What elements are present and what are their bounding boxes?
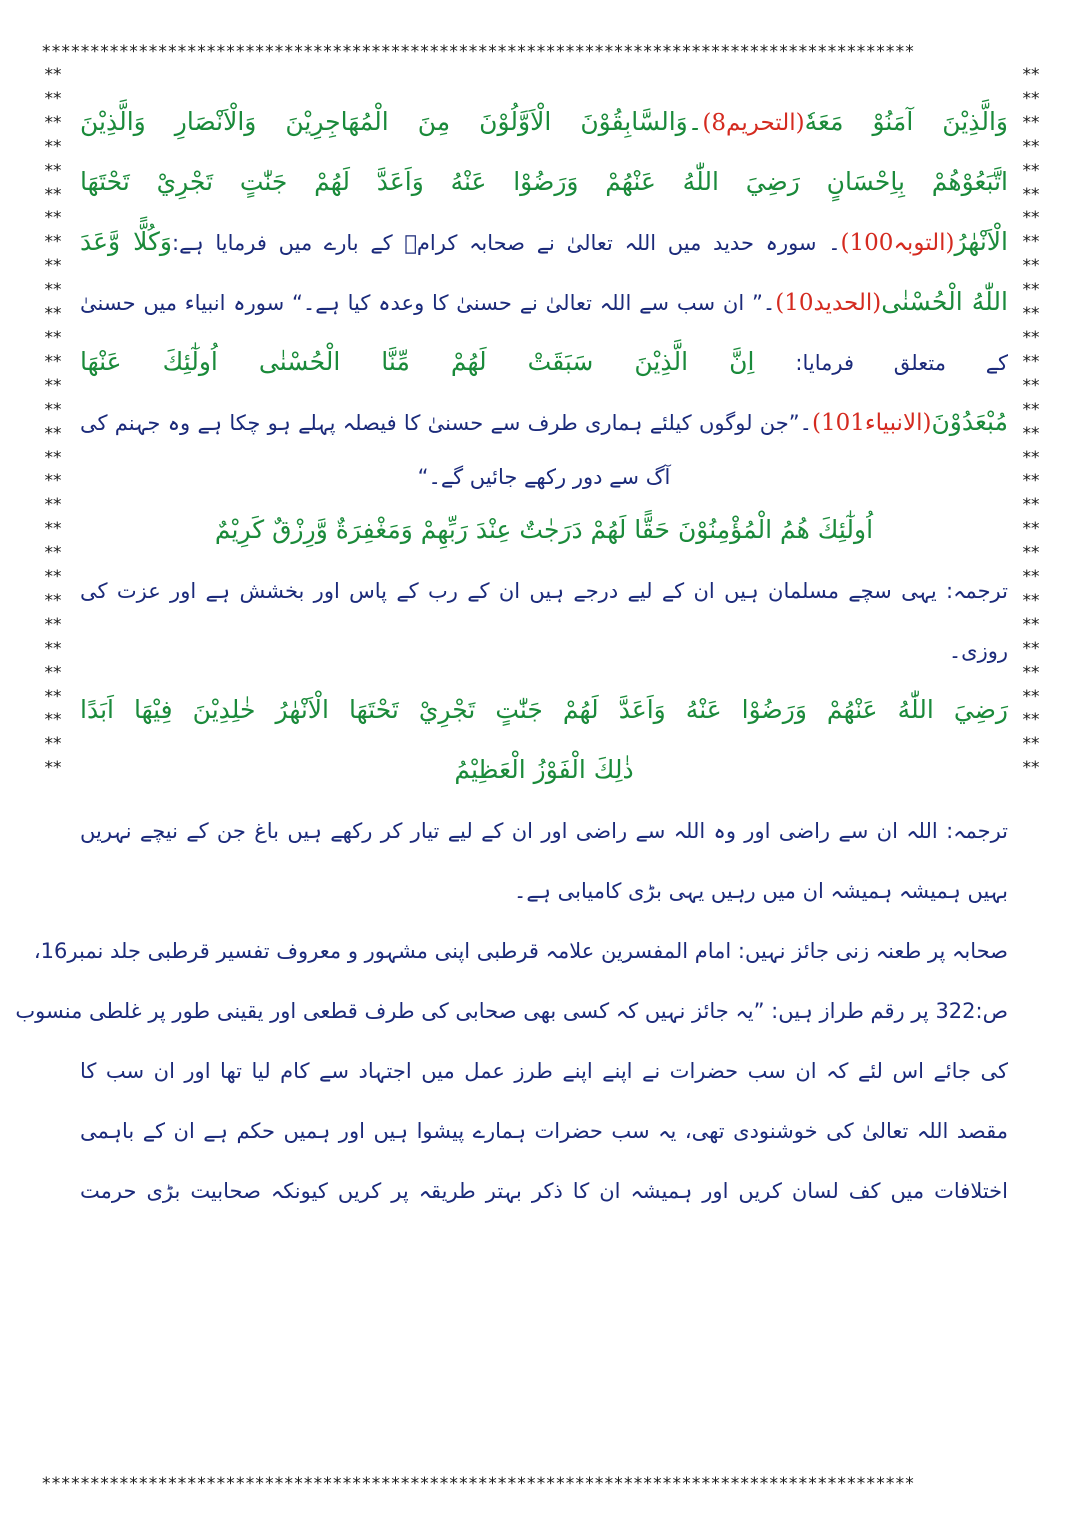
verse-reference: (الحدید10) [775, 290, 882, 316]
verse-reference: (التوبہ100) [840, 230, 955, 256]
urdu-text: ۔”جن لوگوں کیلئے ہماری طرف سے حسنیٰ کا فیصلہ پہلے ہو چکا ہے وہ جہنم کی [80, 411, 812, 435]
border-bottom: ****************************************************************************************** [42, 1474, 915, 1494]
quran-verse: ذٰلِكَ الْفَوْزُ الْعَظِيْمُ [454, 755, 634, 784]
urdu-text: ۔ سورہ حدید میں اللہ تعالیٰ نے صحابہ کرامؓ کے بارے میں فرمایا ہے: [172, 231, 841, 255]
quran-verse: وَالَّذِيْنَ آمَنُوْ مَعَهٗ [804, 107, 1009, 136]
urdu-text: آگ سے دور رکھے جائیں گے۔“ [417, 465, 671, 489]
quran-verse: الْاَنْهٰرُ [954, 227, 1008, 256]
text-line-5 [80, 332, 1008, 392]
urdu-text: کی جائے اس لئے کہ ان سب حضرات نے اپنے اپنے طرز عمل میں اجتہاد سے کام لیا تھا اور ان سب کا [80, 1059, 1008, 1083]
quran-verse: وَكُلًّا وَّعَدَ [80, 227, 172, 256]
text-line-3 [80, 212, 1008, 272]
text-line-6 [80, 392, 1008, 452]
quran-verse: اُولٰٓئِكَ هُمُ الْمُؤْمِنُوْنَ حَقًّا لَهُمْ دَرَجٰتٌ عِنْدَ رَبِّهِمْ وَمَغْفِرَةٌ وَّرِزْقٌ كَرِيْمٌ [214, 515, 874, 544]
text-line-13 [80, 800, 1008, 860]
border-left: ************************************************************ [44, 65, 62, 779]
text-line-7 [80, 452, 1008, 500]
text-line-9 [80, 560, 1008, 620]
text-line-2 [80, 152, 1008, 212]
text-line-1 [80, 92, 1008, 152]
translation-text: روزی۔ [948, 639, 1008, 663]
quran-verse: اِنَّ الَّذِيْنَ سَبَقَتْ لَهُمْ مِّنَّا الْحُسْنٰى اُولٰٓئِكَ عَنْهَا [80, 347, 755, 376]
text-line-10 [80, 620, 1008, 680]
text-line-17 [80, 1040, 1008, 1100]
text-line-15 [33, 920, 1008, 980]
translation-text: ترجمہ: یہی سچے مسلمان ہیں ان کے لیے درجے ہیں ان کے رب کے پاس اور بخشش ہے اور عزت کی [80, 579, 1008, 603]
text-line-8 [80, 500, 1008, 560]
urdu-text: اختلافات میں کف لسان کریں اور ہمیشہ ان کا ذکر بہتر طریقہ پر کریں کیونکہ صحابیت بڑی حرمت [80, 1179, 1008, 1203]
quran-verse: رَضِيَ اللّٰهُ عَنْهُمْ وَرَضُوْا عَنْهُ وَاَعَدَّ لَهُمْ جَنّٰتٍ تَجْرِيْ تَحْتَهَا الْاَنْهٰرُ خٰلِدِيْنَ فِيْهَا اَبَدًا [80, 695, 1008, 724]
text-line-4 [80, 272, 1008, 332]
urdu-text: ۔” ان سب سے اللہ تعالیٰ نے حسنیٰ کا وعدہ کیا ہے۔“ سورہ انبیاء میں حسنیٰ [80, 291, 776, 315]
page-content [15, 92, 1009, 1220]
text-line-12 [80, 740, 1008, 800]
urdu-text: ص:322 پر رقم طراز ہیں: ”یہ جائز نہیں کہ کسی بھی صحابی کی طرف قطعی اور یقینی طور پر غلطی منسوب [15, 999, 1008, 1023]
border-right: ************************************************************ [1022, 65, 1040, 779]
border-top: ****************************************************************************************** [42, 42, 915, 62]
quran-verse: مُبْعَدُوْنَ [931, 407, 1008, 436]
text-line-18 [80, 1100, 1008, 1160]
text-line-11 [80, 680, 1008, 740]
quran-verse: اتَّبَعُوْهُمْ بِاِحْسَانٍ رَضِيَ اللّٰهُ عَنْهُمْ وَرَضُوْا عَنْهُ وَاَعَدَّ لَهُمْ جَنّٰتٍ تَجْرِيْ تَحْتَهَا [80, 167, 1008, 196]
text-line-19 [80, 1160, 1008, 1220]
verse-reference: (التحريم8) [702, 110, 805, 136]
text-line-16 [15, 980, 1008, 1040]
translation-text: بہیں ہمیشہ ہمیشہ ان میں رہیں یہی بڑی کامیابی ہے۔ [514, 879, 1008, 903]
text-line-14 [80, 860, 1008, 920]
urdu-text: مقصد اللہ تعالیٰ کی خوشنودی تھی، یہ سب حضرات ہمارے پیشوا ہیں اور ہمیں حکم ہے ان کے باہمی [80, 1119, 1008, 1143]
verse-reference: (الانبیاء101) [811, 410, 932, 436]
urdu-text: کے متعلق فرمایا: [795, 351, 1008, 375]
quran-verse: اللّٰهُ الْحُسْنٰى [881, 287, 1008, 316]
quran-verse: ۔وَالسَّابِقُوْنَ الْاَوَّلُوْنَ مِنَ الْمُهَاجِرِيْنَ وَالْاَنْصَارِ وَالَّذِيْنَ [80, 107, 703, 136]
urdu-text: صحابہ پر طعنہ زنی جائز نہیں: امام المفسرین علامہ قرطبی اپنی مشہور و معروف تفسیر قرطبی جلد نمبر16، [33, 939, 1008, 963]
translation-text: ترجمہ: اللہ ان سے راضی اور وہ اللہ سے راضی اور ان کے لیے تیار کر رکھے ہیں باغ جن کے نیچے نہریں [80, 819, 1008, 843]
